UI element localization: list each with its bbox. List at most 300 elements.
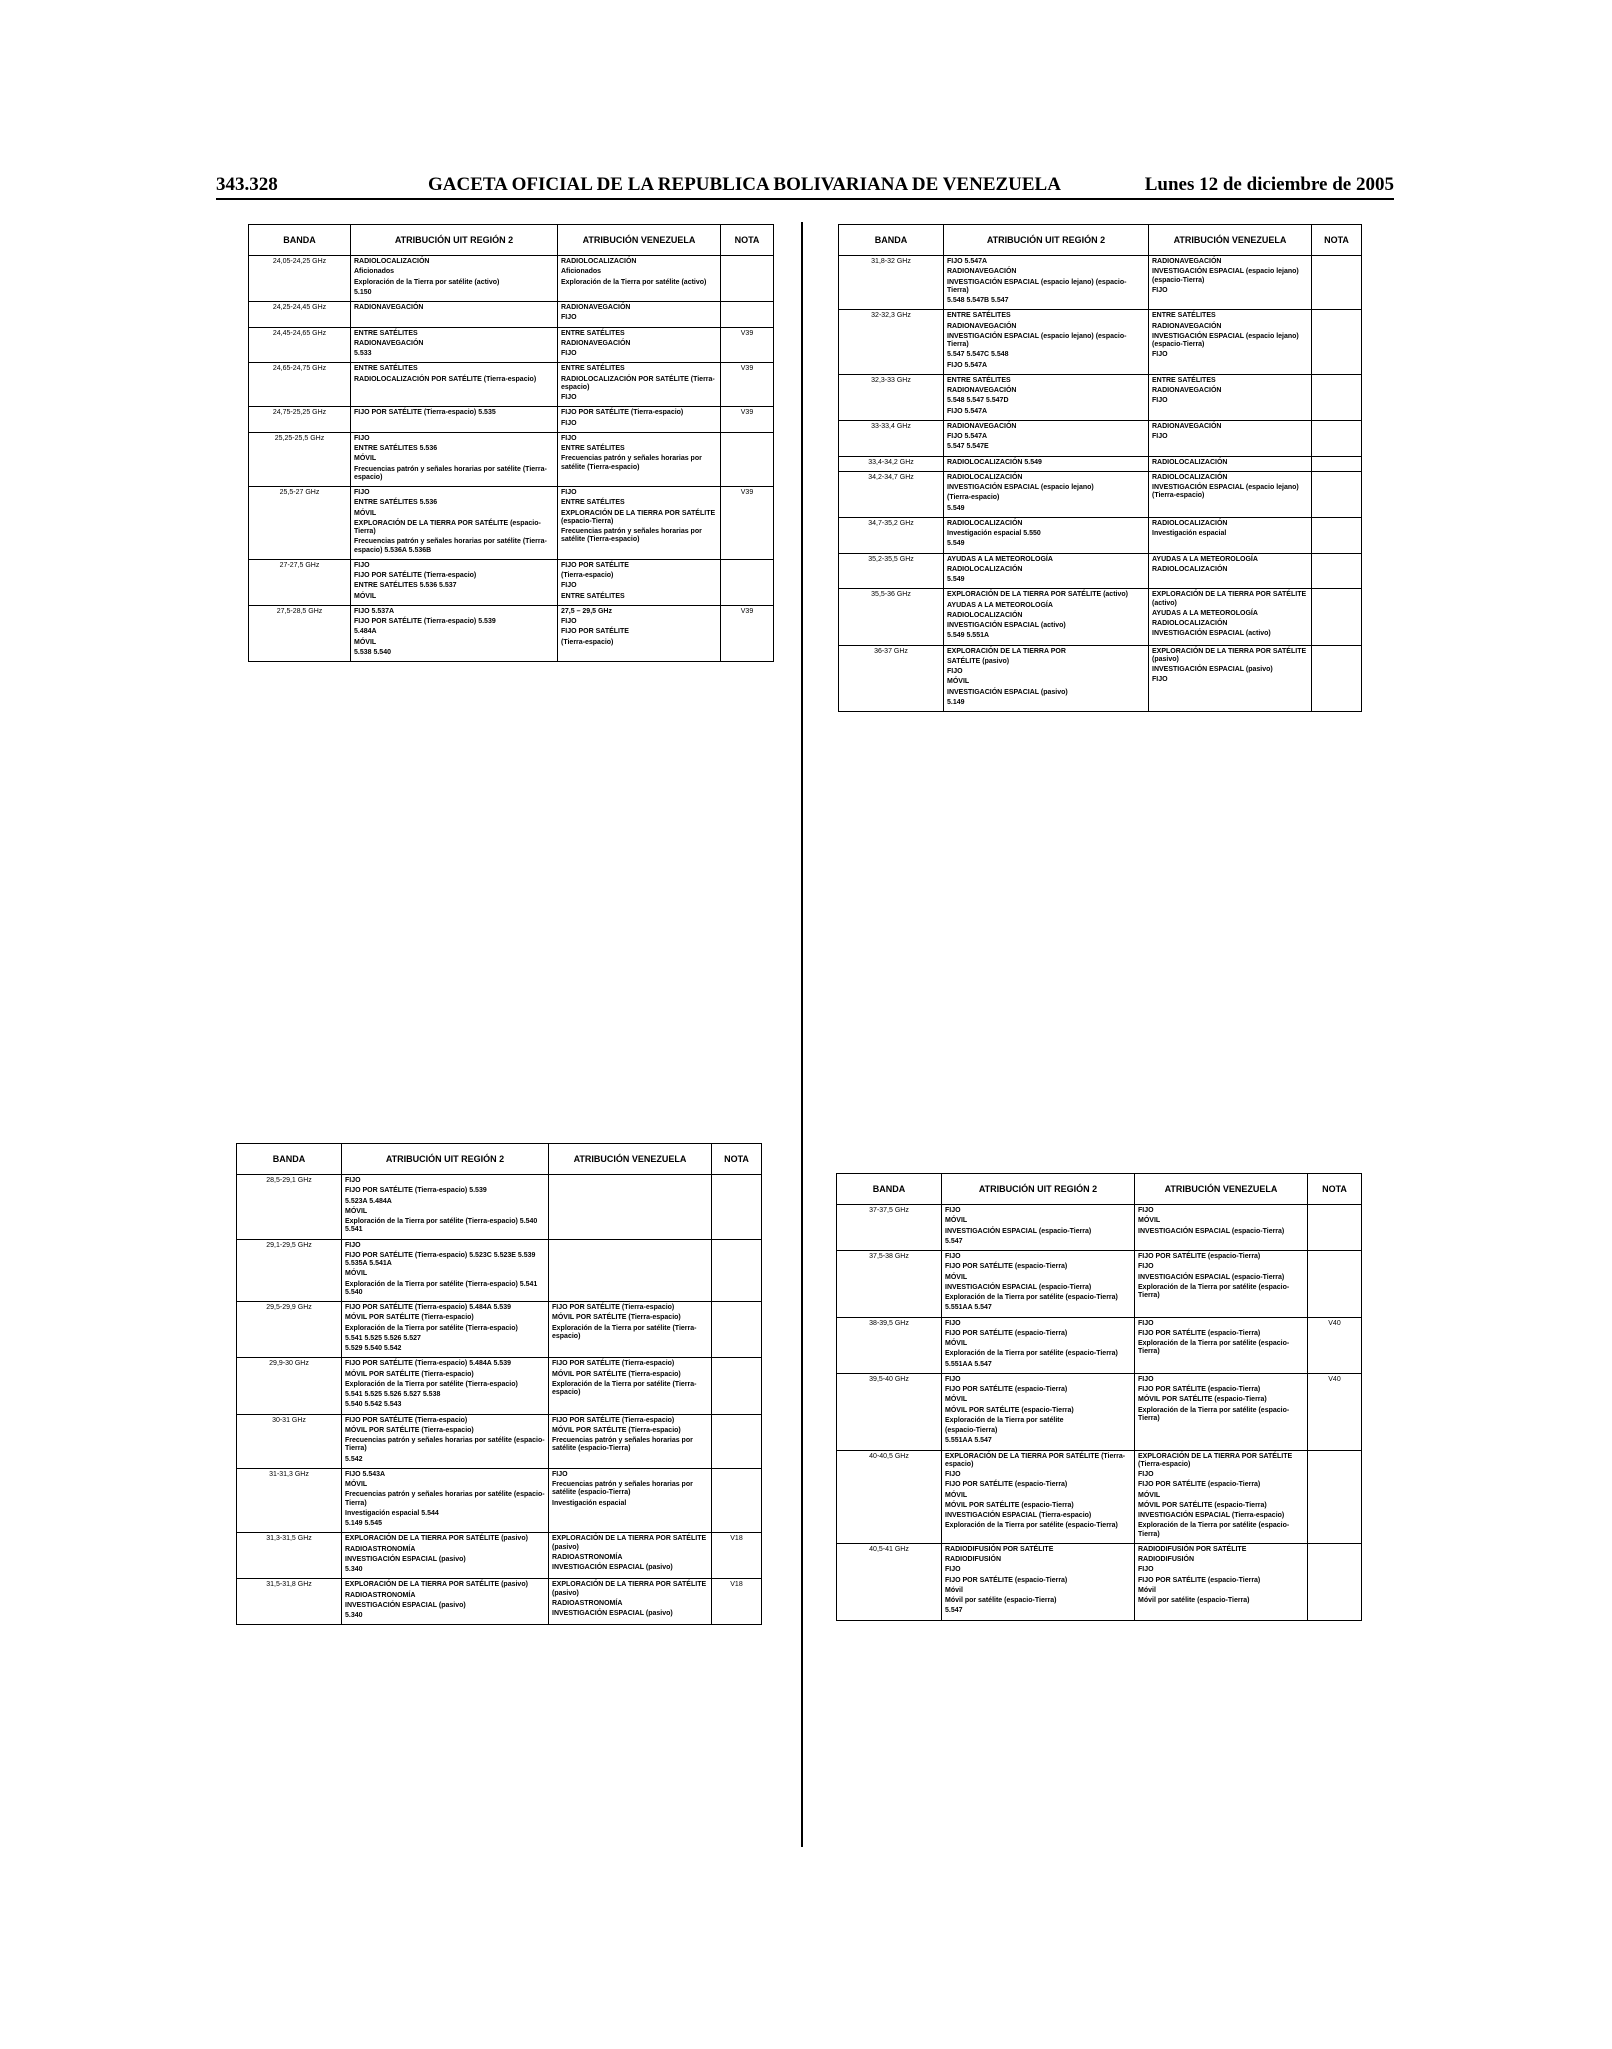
- allocation-item: FIJO POR SATÉLITE (Tierra-espacio) 5.484A 5.539: [345, 1304, 511, 1311]
- table-row: [839, 471, 1362, 517]
- table-row: [839, 517, 1362, 553]
- allocation-item: Móvil por satélite (espacio-Tierra): [1138, 1597, 1250, 1604]
- allocation-item: 5.150: [354, 288, 372, 296]
- allocation-item: INVESTIGACIÓN ESPACIAL (espacio-Tierra): [945, 1283, 1092, 1291]
- venezuela-allocation-cell: [1135, 1373, 1308, 1450]
- allocation-item: FIJO: [561, 618, 577, 625]
- column-header: BANDA: [237, 1144, 342, 1175]
- table-row: [839, 589, 1362, 645]
- table-row: [237, 1358, 762, 1414]
- allocation-item: Exploración de la Tierra por satélite (activo): [561, 278, 707, 286]
- band-cell: 36-37 GHz: [839, 645, 944, 712]
- note-cell: V39: [721, 363, 774, 407]
- allocation-item: Investigación espacial: [1152, 530, 1227, 537]
- allocation-item: ENTRE SATÉLITES: [561, 365, 625, 373]
- allocation-item: INVESTIGACIÓN ESPACIAL (espacio lejano) (Tierra-espacio): [1152, 484, 1299, 500]
- note-cell: V40: [1308, 1317, 1362, 1373]
- allocation-item: 5.149 5.545: [345, 1520, 382, 1527]
- allocation-item: EXPLORACIÓN DE LA TIERRA POR SATÉLITE (Tierra-espacio): [1138, 1452, 1293, 1468]
- note-cell: [1308, 1251, 1362, 1318]
- allocation-item: Frecuencias patrón y señales horarias por satélite (espacio-Tierra): [552, 1481, 693, 1497]
- column-header: ATRIBUCIÓN UIT REGIÓN 2: [342, 1144, 549, 1175]
- allocation-item: INVESTIGACIÓN ESPACIAL (pasivo): [552, 1564, 673, 1571]
- allocation-item: Exploración de la Tierra por satélite (Tierra-espacio) 5.541 5.540: [345, 1280, 538, 1296]
- note-cell: [1308, 1205, 1362, 1251]
- allocation-item: EXPLORACIÓN DE LA TIERRA POR SATÉLITE (pasivo): [345, 1535, 528, 1543]
- allocation-item: INVESTIGACIÓN ESPACIAL (pasivo): [947, 688, 1068, 696]
- allocation-item: MÓVIL POR SATÉLITE (espacio-Tierra): [945, 1501, 1074, 1509]
- table-row: [237, 1302, 762, 1358]
- note-cell: [721, 302, 774, 328]
- allocation-item: Exploración de la Tierra por satélite (espacio-Tierra): [945, 1294, 1118, 1301]
- uit-allocation-cell: [342, 1302, 549, 1358]
- allocation-item: FIJO: [1138, 1471, 1154, 1478]
- venezuela-allocation-cell: [1149, 645, 1312, 712]
- allocation-item: MÓVIL POR SATÉLITE (Tierra-espacio): [552, 1370, 681, 1378]
- allocation-item: 5.540 5.542 5.543: [345, 1401, 402, 1409]
- band-cell: 31,8-32 GHz: [839, 256, 944, 310]
- uit-allocation-cell: [944, 374, 1149, 420]
- column-header: NOTA: [1308, 1174, 1362, 1205]
- allocation-item: ENTRE SATÉLITES: [561, 499, 625, 507]
- allocation-item: 5.549 5.551A: [947, 632, 990, 640]
- uit-allocation-cell: [342, 1358, 549, 1414]
- allocation-item: INVESTIGACIÓN ESPACIAL (espacio lejano) (espacio-Tierra): [947, 332, 1127, 348]
- column-header: ATRIBUCIÓN VENEZUELA: [1149, 225, 1312, 256]
- table-row: [249, 559, 774, 605]
- allocation-item: FIJO: [561, 489, 577, 496]
- allocation-item: 5.340: [345, 1566, 363, 1573]
- allocation-item: RADIODIFUSIÓN: [945, 1556, 1001, 1563]
- frequency-table-bottom-right: [836, 1173, 1362, 1621]
- note-cell: [1308, 1543, 1362, 1620]
- table-row: [837, 1450, 1362, 1543]
- table-row: [237, 1175, 762, 1240]
- allocation-item: FIJO: [561, 394, 577, 401]
- table-row: [249, 605, 774, 661]
- note-cell: [1312, 456, 1362, 471]
- allocation-item: FIJO POR SATÉLITE (espacio-Tierra): [945, 1263, 1068, 1271]
- note-cell: V18: [712, 1533, 762, 1579]
- uit-allocation-cell: [351, 327, 558, 363]
- allocation-item: Exploración de la Tierra por satélite (espacio-Tierra): [1138, 1522, 1290, 1538]
- uit-allocation-cell: [351, 605, 558, 661]
- allocation-item: (Tierra-espacio): [561, 572, 614, 579]
- allocation-item: 5.551AA 5.547: [945, 1304, 992, 1312]
- venezuela-allocation-cell: [1149, 310, 1312, 375]
- allocation-item: ENTRE SATÉLITES: [947, 376, 1011, 384]
- allocation-item: FIJO: [945, 1319, 961, 1327]
- venezuela-allocation-cell: [549, 1302, 712, 1358]
- allocation-item: FIJO: [945, 1207, 961, 1214]
- note-cell: [712, 1175, 762, 1240]
- note-cell: [712, 1358, 762, 1414]
- table-row: [249, 432, 774, 486]
- allocation-item: Exploración de la Tierra por satélite (Tierra-espacio): [552, 1324, 697, 1340]
- table-row: [249, 327, 774, 363]
- allocation-item: 5.549: [947, 504, 965, 512]
- table-header-row: [237, 1144, 762, 1175]
- table-row: [249, 363, 774, 407]
- note-cell: [1312, 471, 1362, 517]
- table-row: [249, 487, 774, 560]
- allocation-item: INVESTIGACIÓN ESPACIAL (espacio-Tierra): [1138, 1227, 1285, 1235]
- allocation-item: Aficionados: [354, 268, 395, 276]
- band-cell: 29,1-29,5 GHz: [237, 1239, 342, 1302]
- allocation-item: RADIONAVEGACIÓN: [1152, 322, 1222, 330]
- uit-allocation-cell: [942, 1543, 1135, 1620]
- allocation-item: FIJO: [354, 489, 370, 496]
- allocation-item: FIJO POR SATÉLITE (espacio-Tierra): [945, 1329, 1068, 1337]
- band-cell: 39,5-40 GHz: [837, 1373, 942, 1450]
- allocation-item: FIJO POR SATÉLITE (Tierra-espacio): [561, 409, 684, 417]
- allocation-item: FIJO: [561, 350, 577, 357]
- allocation-item: RADIONAVEGACIÓN: [1152, 258, 1222, 265]
- allocation-item: FIJO: [945, 1253, 961, 1260]
- allocation-item: FIJO: [1152, 397, 1168, 405]
- venezuela-allocation-cell: [1135, 1205, 1308, 1251]
- band-cell: 33-33,4 GHz: [839, 420, 944, 456]
- allocation-item: MÓVIL: [1138, 1491, 1161, 1499]
- band-cell: 24,75-25,25 GHz: [249, 407, 351, 433]
- venezuela-allocation-cell: [549, 1239, 712, 1302]
- uit-allocation-cell: [944, 310, 1149, 375]
- allocation-item: FIJO 5.543A: [345, 1470, 386, 1478]
- allocation-item: MÓVIL: [354, 455, 377, 463]
- allocation-item: RADIOLOCALIZACIÓN: [947, 519, 1023, 527]
- allocation-item: 5.547 5.547C 5.548: [947, 351, 1009, 359]
- allocation-item: 5.547: [945, 1607, 963, 1615]
- uit-allocation-cell: [944, 471, 1149, 517]
- uit-allocation-cell: [942, 1450, 1135, 1543]
- allocation-item: AYUDAS A LA METEOROLOGÍA: [947, 601, 1053, 609]
- allocation-item: MÓVIL POR SATÉLITE (espacio-Tierra): [1138, 1501, 1267, 1509]
- allocation-item: Exploración de la Tierra por satélite (espacio-Tierra): [1138, 1283, 1290, 1299]
- column-header: NOTA: [1312, 225, 1362, 256]
- column-header: ATRIBUCIÓN VENEZUELA: [558, 225, 721, 256]
- allocation-item: 5.533: [354, 350, 372, 357]
- allocation-item: Frecuencias patrón y señales horarias por satélite (Tierra-espacio) 5.536A 5.536B: [354, 538, 547, 554]
- table-row: [839, 256, 1362, 310]
- allocation-item: RADIONAVEGACIÓN: [947, 387, 1017, 394]
- allocation-item: FIJO POR SATÉLITE: [561, 628, 629, 636]
- venezuela-allocation-cell: [1135, 1450, 1308, 1543]
- allocation-item: FIJO POR SATÉLITE: [561, 561, 629, 569]
- allocation-item: 5.541 5.525 5.526 5.527 5.538: [345, 1391, 441, 1398]
- table-row: [839, 553, 1362, 589]
- allocation-item: EXPLORACIÓN DE LA TIERRA POR SATÉLITE (pasivo): [552, 1535, 707, 1551]
- allocation-item: Exploración de la Tierra por satélite (espacio-Tierra): [945, 1350, 1118, 1358]
- table-row: [837, 1317, 1362, 1373]
- allocation-item: RADIOLOCALIZACIÓN: [947, 565, 1023, 573]
- table-row: [839, 310, 1362, 375]
- page-number: 343.328: [216, 174, 278, 195]
- allocation-item: Frecuencias patrón y señales horarias por satélite (Tierra-espacio): [561, 455, 702, 471]
- uit-allocation-cell: [942, 1251, 1135, 1318]
- allocation-item: MÓVIL POR SATÉLITE (Tierra-espacio): [345, 1426, 474, 1434]
- allocation-item: INVESTIGACIÓN ESPACIAL (espacio lejano): [947, 484, 1094, 491]
- allocation-item: MÓVIL: [945, 1491, 968, 1499]
- venezuela-allocation-cell: [1135, 1317, 1308, 1373]
- allocation-item: MÓVIL POR SATÉLITE (espacio-Tierra): [1138, 1396, 1267, 1404]
- allocation-item: INVESTIGACIÓN ESPACIAL (espacio lejano) (espacio-Tierra): [947, 278, 1127, 294]
- band-cell: 25,25-25,5 GHz: [249, 432, 351, 486]
- allocation-item: 5.548 5.547B 5.547: [947, 297, 1009, 304]
- table-header-row: [837, 1174, 1362, 1205]
- column-header: BANDA: [839, 225, 944, 256]
- venezuela-allocation-cell: [1149, 420, 1312, 456]
- allocation-item: RADIONAVEGACIÓN: [1152, 387, 1222, 394]
- column-header: BANDA: [837, 1174, 942, 1205]
- allocation-item: MÓVIL: [945, 1217, 968, 1225]
- uit-allocation-cell: [342, 1239, 549, 1302]
- table-row: [249, 302, 774, 328]
- band-cell: 31,5-31,8 GHz: [237, 1579, 342, 1625]
- table-row: [837, 1543, 1362, 1620]
- allocation-item: FIJO POR SATÉLITE (Tierra-espacio) 5.523C 5.523E 5.539 5.535A 5.541A: [345, 1251, 536, 1267]
- allocation-item: RADIOASTRONOMÍA: [345, 1591, 416, 1599]
- uit-allocation-cell: [351, 432, 558, 486]
- allocation-item: 5.149: [947, 698, 965, 706]
- frequency-table-top-right: [838, 224, 1362, 712]
- allocation-item: 27,5 – 29,5 GHz: [561, 607, 612, 615]
- uit-allocation-cell: [351, 302, 558, 328]
- table-row: [839, 374, 1362, 420]
- venezuela-allocation-cell: [549, 1468, 712, 1533]
- band-cell: 24,25-24,45 GHz: [249, 302, 351, 328]
- column-header: ATRIBUCIÓN VENEZUELA: [549, 1144, 712, 1175]
- allocation-item: EXPLORACIÓN DE LA TIERRA POR SATÉLITE (Tierra-espacio): [945, 1452, 1126, 1468]
- note-cell: [1312, 310, 1362, 375]
- allocation-item: ENTRE SATÉLITES: [354, 329, 418, 337]
- allocation-item: FIJO POR SATÉLITE (espacio-Tierra): [1138, 1576, 1261, 1584]
- allocation-item: RADIOLOCALIZACIÓN: [561, 258, 637, 265]
- note-cell: V39: [721, 605, 774, 661]
- allocation-item: RADIOLOCALIZACIÓN: [947, 473, 1023, 481]
- venezuela-allocation-cell: [558, 605, 721, 661]
- band-cell: 24,65-24,75 GHz: [249, 363, 351, 407]
- allocation-item: RADIODIFUSIÓN POR SATÉLITE: [1138, 1545, 1247, 1553]
- allocation-item: FIJO: [345, 1177, 361, 1184]
- allocation-item: FIJO: [1138, 1566, 1154, 1574]
- allocation-item: FIJO POR SATÉLITE (espacio-Tierra): [945, 1386, 1068, 1393]
- allocation-item: FIJO: [945, 1375, 961, 1383]
- allocation-item: FIJO: [1152, 351, 1168, 359]
- allocation-item: INVESTIGACIÓN ESPACIAL (activo): [1152, 630, 1271, 638]
- allocation-item: FIJO: [1138, 1375, 1154, 1383]
- note-cell: [1312, 589, 1362, 645]
- band-cell: 24,05-24,25 GHz: [249, 256, 351, 302]
- venezuela-allocation-cell: [558, 256, 721, 302]
- allocation-item: MÓVIL: [345, 1207, 368, 1215]
- allocation-item: INVESTIGACIÓN ESPACIAL (espacio lejano) (espacio-Tierra): [1152, 268, 1299, 284]
- band-cell: 37-37,5 GHz: [837, 1205, 942, 1251]
- allocation-item: 5.542: [345, 1455, 363, 1463]
- table-row: [237, 1414, 762, 1468]
- page-header: [216, 174, 1394, 200]
- uit-allocation-cell: [944, 589, 1149, 645]
- column-header: ATRIBUCIÓN UIT REGIÓN 2: [944, 225, 1149, 256]
- uit-allocation-cell: [942, 1317, 1135, 1373]
- allocation-item: RADIOASTRONOMÍA: [552, 1599, 623, 1607]
- allocation-item: FIJO POR SATÉLITE (espacio-Tierra): [945, 1576, 1068, 1584]
- uit-allocation-cell: [351, 559, 558, 605]
- band-cell: 27-27,5 GHz: [249, 559, 351, 605]
- allocation-item: MÓVIL: [345, 1481, 368, 1488]
- allocation-item: RADIODIFUSIÓN: [1138, 1556, 1194, 1563]
- allocation-item: EXPLORACIÓN DE LA TIERRA POR SATÉLITE (espacio-Tierra): [354, 519, 541, 535]
- uit-allocation-cell: [351, 487, 558, 560]
- allocation-item: RADIONAVEGACIÓN: [947, 268, 1017, 276]
- allocation-item: AYUDAS A LA METEOROLOGÍA: [1152, 609, 1258, 617]
- allocation-item: FIJO POR SATÉLITE (Tierra-espacio): [552, 1304, 675, 1311]
- allocation-item: INVESTIGACIÓN ESPACIAL (pasivo): [345, 1601, 466, 1609]
- allocation-item: FIJO POR SATÉLITE (espacio-Tierra): [1138, 1481, 1261, 1489]
- table-header-row: [249, 225, 774, 256]
- uit-allocation-cell: [342, 1175, 549, 1240]
- allocation-item: RADIONAVEGACIÓN: [354, 304, 424, 311]
- allocation-item: Frecuencias patrón y señales horarias por satélite (Tierra-espacio): [354, 465, 547, 481]
- table-row: [839, 420, 1362, 456]
- band-cell: 35,2-35,5 GHz: [839, 553, 944, 589]
- uit-allocation-cell: [944, 420, 1149, 456]
- note-cell: [712, 1302, 762, 1358]
- allocation-item: INVESTIGACIÓN ESPACIAL (activo): [947, 622, 1066, 629]
- band-cell: 37,5-38 GHz: [837, 1251, 942, 1318]
- allocation-item: Frecuencias patrón y señales horarias por satélite (espacio-Tierra): [552, 1437, 693, 1453]
- table-row: [837, 1373, 1362, 1450]
- allocation-item: FIJO POR SATÉLITE (Tierra-espacio): [345, 1416, 468, 1424]
- venezuela-allocation-cell: [1149, 256, 1312, 310]
- uit-allocation-cell: [342, 1579, 549, 1625]
- allocation-item: RADIONAVEGACIÓN: [947, 422, 1017, 430]
- allocation-item: 5.549: [947, 576, 965, 583]
- allocation-item: FIJO 5.547A: [947, 407, 988, 415]
- allocation-item: ENTRE SATÉLITES: [1152, 312, 1216, 320]
- allocation-item: INVESTIGACIÓN ESPACIAL (Tierra-espacio): [945, 1512, 1092, 1519]
- allocation-item: 5.541 5.525 5.526 5.527: [345, 1334, 421, 1342]
- allocation-item: FIJO: [945, 1566, 961, 1574]
- allocation-item: FIJO 5.547A: [947, 361, 988, 369]
- allocation-item: ENTRE SATÉLITES: [1152, 376, 1216, 384]
- allocation-item: 5.551AA 5.547: [945, 1360, 992, 1368]
- venezuela-allocation-cell: [1135, 1251, 1308, 1318]
- allocation-item: EXPLORACIÓN DE LA TIERRA POR SATÉLITE (activo): [947, 591, 1128, 599]
- allocation-item: EXPLORACIÓN DE LA TIERRA POR SATÉLITE (pasivo): [1152, 647, 1307, 663]
- uit-allocation-cell: [342, 1414, 549, 1468]
- band-cell: 32-32,3 GHz: [839, 310, 944, 375]
- note-cell: [1312, 256, 1362, 310]
- band-cell: 30-31 GHz: [237, 1414, 342, 1468]
- allocation-item: INVESTIGACIÓN ESPACIAL (Tierra-espacio): [1138, 1512, 1285, 1519]
- allocation-item: MÓVIL: [1138, 1217, 1161, 1225]
- band-cell: 35,5-36 GHz: [839, 589, 944, 645]
- column-header: ATRIBUCIÓN VENEZUELA: [1135, 1174, 1308, 1205]
- band-cell: 29,5-29,9 GHz: [237, 1302, 342, 1358]
- column-header: ATRIBUCIÓN UIT REGIÓN 2: [942, 1174, 1135, 1205]
- note-cell: [1312, 553, 1362, 589]
- allocation-item: FIJO: [945, 1471, 961, 1478]
- allocation-item: FIJO: [947, 668, 963, 675]
- publication-date: Lunes 12 de diciembre de 2005: [1144, 174, 1394, 195]
- column-divider: [801, 222, 803, 1847]
- note-cell: [1312, 645, 1362, 712]
- allocation-item: MÓVIL: [345, 1270, 368, 1278]
- note-cell: V39: [721, 327, 774, 363]
- note-cell: V40: [1308, 1373, 1362, 1450]
- venezuela-allocation-cell: [549, 1533, 712, 1579]
- publication-title: GACETA OFICIAL DE LA REPUBLICA BOLIVARIANA DE VENEZUELA: [428, 174, 1061, 195]
- allocation-item: INVESTIGACIÓN ESPACIAL (pasivo): [552, 1610, 673, 1617]
- allocation-item: RADIOLOCALIZACIÓN: [947, 611, 1023, 619]
- allocation-item: ENTRE SATÉLITES: [561, 592, 625, 600]
- allocation-item: MÓVIL POR SATÉLITE (Tierra-espacio): [552, 1314, 681, 1322]
- allocation-item: AYUDAS A LA METEOROLOGÍA: [1152, 555, 1258, 563]
- venezuela-allocation-cell: [558, 432, 721, 486]
- uit-allocation-cell: [942, 1205, 1135, 1251]
- allocation-item: RADIONAVEGACIÓN: [561, 304, 631, 311]
- allocation-item: RADIODIFUSIÓN POR SATÉLITE: [945, 1545, 1054, 1553]
- allocation-item: MÓVIL: [354, 509, 377, 517]
- allocation-item: FIJO: [552, 1470, 568, 1478]
- note-cell: [1312, 420, 1362, 456]
- allocation-item: ENTRE SATÉLITES 5.536: [354, 445, 438, 452]
- band-cell: 27,5-28,5 GHz: [249, 605, 351, 661]
- allocation-item: Frecuencias patrón y señales horarias por satélite (espacio-Tierra): [345, 1491, 545, 1507]
- band-cell: 32,3-33 GHz: [839, 374, 944, 420]
- allocation-item: Exploración de la Tierra por satélite (Tierra-espacio): [552, 1380, 697, 1396]
- allocation-item: EXPLORACIÓN DE LA TIERRA POR: [947, 647, 1066, 655]
- allocation-item: RADIOASTRONOMÍA: [345, 1545, 416, 1553]
- venezuela-allocation-cell: [558, 302, 721, 328]
- uit-allocation-cell: [342, 1533, 549, 1579]
- allocation-item: 5.538 5.540: [354, 648, 391, 656]
- venezuela-allocation-cell: [549, 1579, 712, 1625]
- note-cell: [1308, 1450, 1362, 1543]
- table-row: [237, 1239, 762, 1302]
- allocation-item: 5.547 5.547E: [947, 443, 989, 451]
- allocation-item: Exploración de la Tierra por satélite: [945, 1416, 1064, 1424]
- band-cell: 28,5-29,1 GHz: [237, 1175, 342, 1240]
- allocation-item: MÓVIL: [354, 592, 377, 600]
- uit-allocation-cell: [944, 256, 1149, 310]
- table-row: [237, 1468, 762, 1533]
- allocation-item: FIJO: [1138, 1263, 1154, 1271]
- allocation-item: FIJO 5.547A: [947, 258, 988, 265]
- allocation-item: INVESTIGACIÓN ESPACIAL (pasivo): [1152, 666, 1273, 673]
- table-row: [237, 1579, 762, 1625]
- allocation-item: FIJO: [1152, 676, 1168, 684]
- allocation-item: 5.548 5.547 5.547D: [947, 397, 1009, 405]
- allocation-item: ENTRE SATÉLITES 5.536 5.537: [354, 582, 457, 590]
- allocation-item: AYUDAS A LA METEOROLOGÍA: [947, 555, 1053, 563]
- allocation-item: 5.340: [345, 1612, 363, 1619]
- allocation-item: (Tierra-espacio): [561, 638, 614, 646]
- band-cell: 31-31,3 GHz: [237, 1468, 342, 1533]
- allocation-item: MÓVIL POR SATÉLITE (Tierra-espacio): [345, 1370, 474, 1378]
- allocation-item: RADIOLOCALIZACIÓN: [1152, 620, 1228, 627]
- allocation-item: Exploración de la Tierra por satélite (Tierra-espacio) 5.540 5.541: [345, 1218, 538, 1234]
- allocation-item: FIJO POR SATÉLITE (Tierra-espacio): [552, 1360, 675, 1368]
- venezuela-allocation-cell: [1149, 517, 1312, 553]
- allocation-item: FIJO: [1138, 1319, 1154, 1327]
- allocation-item: INVESTIGACIÓN ESPACIAL (pasivo): [345, 1555, 466, 1563]
- allocation-item: 5.551AA 5.547: [945, 1437, 992, 1445]
- venezuela-allocation-cell: [1149, 471, 1312, 517]
- allocation-item: RADIOLOCALIZACIÓN: [1152, 473, 1228, 481]
- allocation-item: FIJO POR SATÉLITE (Tierra-espacio): [552, 1416, 675, 1424]
- allocation-item: INVESTIGACIÓN ESPACIAL (espacio-Tierra): [1138, 1273, 1285, 1281]
